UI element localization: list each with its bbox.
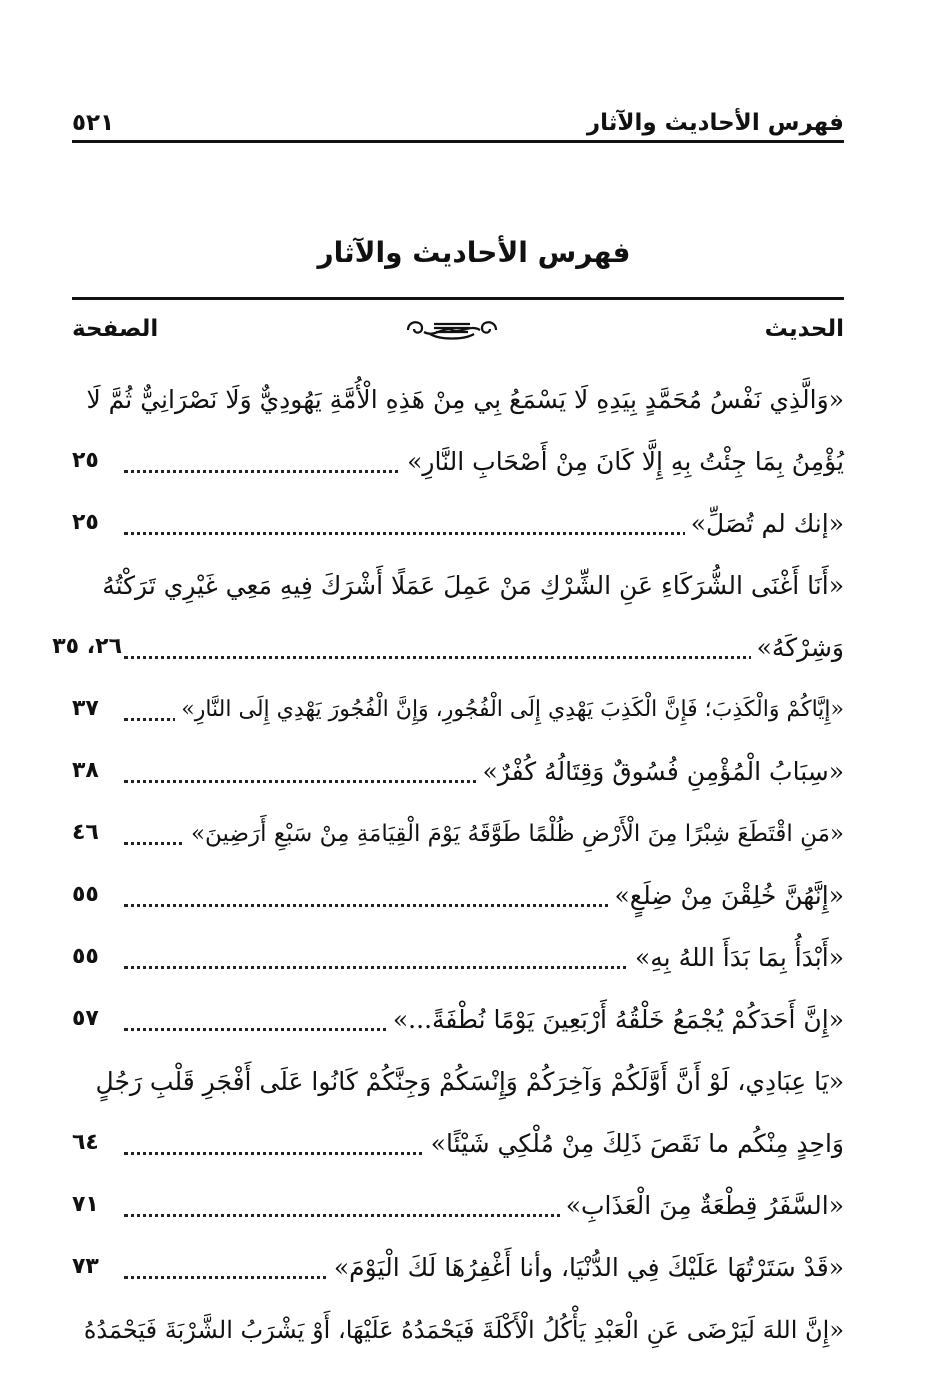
- list-item: [72, 868, 844, 930]
- entry-page: ٣٨: [72, 758, 99, 783]
- entry-text: «وَالَّذِي نَفْسُ مُحَمَّدٍ بِيَدِهِ لَا يَسْمَعُ بِي مِنْ هَذِهِ الْأُمَّةِ يَهُودِيٌّ وَلَا نَصْرَانِيٌّ ثُمَّ لَا: [80, 380, 844, 420]
- list-item: [72, 806, 844, 868]
- entry-text: «قَدْ سَتَرْتُهَا عَلَيْكَ فِي الدُّنْيَا، وأنا أَغْفِرُهَا لَكَ الْيَوْمَ»: [328, 1248, 844, 1288]
- entry-page: ٥٧: [72, 1006, 99, 1031]
- list-item: [52, 620, 844, 682]
- entry-text: «مَنِ اقْتَطَعَ شِبْرًا مِنَ الْأَرْضِ ظُلْمًا طَوَّقَهُ يَوْمَ الْقِيَامَةِ مِنْ سَبْعِ أَرَضِينَ»: [185, 814, 844, 854]
- entry-page: ٣٧: [72, 696, 99, 721]
- page-title: فهرس الأحاديث والآثار: [317, 236, 631, 269]
- list-item: [72, 930, 844, 992]
- list-item: [72, 434, 844, 496]
- list-item: [72, 558, 844, 620]
- entry-text: «أَنَا أَغْنَى الشُّرَكَاءِ عَنِ الشِّرْكِ مَنْ عَمِلَ عَمَلًا أَشْرَكَ فِيهِ مَعِي غَيْرِي تَرَكْتُهُ: [96, 566, 844, 606]
- list-item: [72, 372, 844, 434]
- column-headings: [72, 312, 844, 356]
- entry-text: يُؤْمِنُ بِمَا جِئْتُ بِهِ إِلَّا كَانَ مِنْ أَصْحَابِ النَّارِ»: [401, 442, 844, 482]
- entry-page: ٢٥: [72, 448, 99, 473]
- entry-page: ٦٤: [72, 1130, 99, 1155]
- list-item: [72, 496, 844, 558]
- running-page-number: ٥٢١: [72, 110, 115, 136]
- dot-leader: [124, 656, 844, 659]
- column-heading-page: الصفحة: [72, 316, 159, 342]
- entry-page: ٥٥: [72, 882, 99, 907]
- entry-text: وَاحِدٍ مِنْكُم ما نَقَصَ ذَلِكَ مِنْ مُلْكِي شَيْئًا»: [425, 1124, 844, 1164]
- list-item: [72, 1240, 844, 1302]
- running-header: [72, 96, 844, 136]
- entry-text: «أَبْدَأُ بِمَا بَدَأَ اللهُ بِهِ»: [629, 938, 844, 978]
- running-header-title: فهرس الأحاديث والآثار: [586, 110, 844, 136]
- entry-page: ٧٣: [72, 1254, 99, 1279]
- entry-text: «إنك لم تُصَلِّ»: [685, 504, 844, 544]
- entry-page: ٤٦: [72, 820, 99, 845]
- entry-text: «يَا عِبَادِي، لَوْ أَنَّ أَوَّلَكُمْ وَآخِرَكُمْ وَإِنْسَكُمْ وَجِنَّكُمْ كَانُوا عَلَى أَفْجَرِ قَلْبِ رَجُلٍ: [90, 1062, 844, 1102]
- entry-text: «إِنَّ اللهَ لَيَرْضَى عَنِ الْعَبْدِ يَأْكُلُ الْأَكْلَةَ فَيَحْمَدُهُ عَلَيْهَا، أَوْ يَشْرَبُ الشَّرْبَةَ فَيَحْمَدُهُ: [78, 1310, 844, 1350]
- header-rule: [72, 140, 844, 143]
- list-item: [72, 1054, 844, 1116]
- entry-page: ٢٦، ٣٥: [52, 634, 122, 659]
- column-heading-hadith: الحديث: [764, 316, 844, 342]
- entries-list: [52, 372, 844, 1364]
- list-item: [72, 992, 844, 1054]
- entry-text: «إِنَّهُنَّ خُلِقْنَ مِنْ ضِلَعٍ»: [608, 876, 844, 916]
- entry-page: ٢٥: [72, 510, 99, 535]
- entry-text: «إِنَّ أَحَدَكُمْ يُجْمَعُ خَلْقُهُ أَرْبَعِينَ يَوْمًا نُطْفَةً...»: [387, 1000, 844, 1040]
- ornament-icon: [400, 312, 504, 348]
- entry-text: «سِبَابُ الْمُؤْمِنِ فُسُوقٌ وَقِتَالُهُ كُفْرٌ»: [477, 752, 845, 792]
- list-item: [72, 682, 844, 744]
- list-item: [72, 744, 844, 806]
- entry-page: ٥٥: [72, 944, 99, 969]
- entry-text: «إِيَّاكُمْ وَالْكَذِبَ؛ فَإِنَّ الْكَذِبَ يَهْدِي إِلَى الْفُجُورِ، وَإِنَّ الْفُجُورَ يَهْدِي إِلَى النَّارِ»: [175, 690, 844, 730]
- entry-page: ٧١: [72, 1192, 99, 1217]
- list-item: [72, 1178, 844, 1240]
- list-item: [72, 1116, 844, 1178]
- title-rule: [72, 297, 844, 300]
- list-item: [72, 1302, 844, 1364]
- entry-text: «السَّفَرُ قِطْعَةٌ مِنَ الْعَذَابِ»: [560, 1186, 844, 1226]
- entry-text: وَشِرْكَهُ»: [751, 628, 844, 668]
